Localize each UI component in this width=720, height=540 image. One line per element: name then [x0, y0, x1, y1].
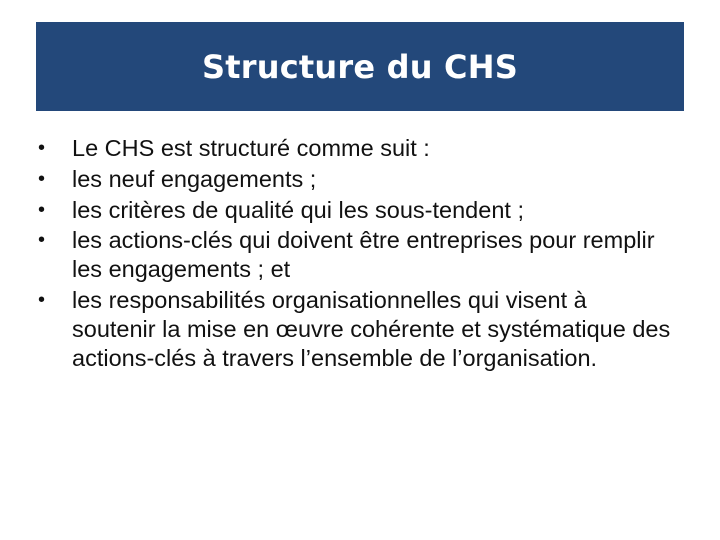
slide-title: Structure du CHS — [202, 47, 518, 86]
bullet-text: les responsabilités organisationnelles qui visent à soutenir la mise en œuvre cohérente et systématique des actions-clés à travers l’ensemble de l’organisation. — [72, 286, 671, 371]
bullet-text: les critères de qualité qui les sous-tendent ; — [72, 196, 524, 223]
bullet-icon: • — [38, 198, 46, 221]
bullet-item — [38, 226, 678, 284]
bullet-icon: • — [38, 288, 46, 311]
bullet-list — [38, 134, 678, 374]
bullet-icon: • — [38, 137, 46, 159]
bullet-item — [38, 286, 678, 372]
bullet-icon: • — [38, 229, 46, 252]
bullet-text: les neuf engagements ; — [72, 165, 317, 192]
bullet-text: les actions-clés qui doivent être entreprises pour remplir les engagements ; et — [72, 227, 655, 283]
bullet-item — [38, 134, 678, 163]
bullet-item — [38, 165, 678, 194]
title-bar — [36, 22, 684, 111]
bullet-item — [38, 196, 678, 225]
bullet-text: Le CHS est structuré comme suit : — [72, 135, 430, 161]
bullet-icon: • — [38, 167, 46, 190]
